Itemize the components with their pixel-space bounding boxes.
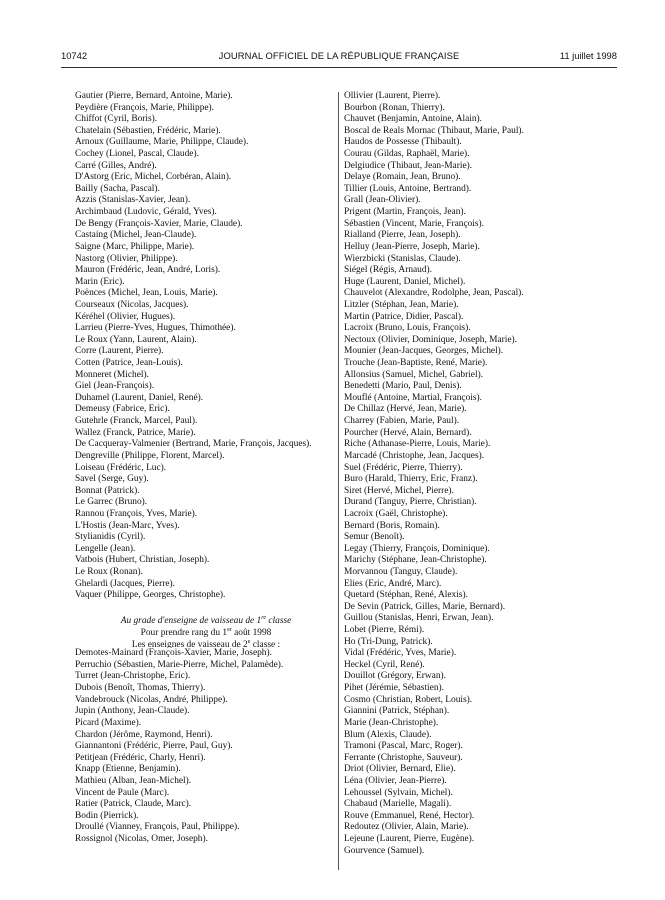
name-entry: Bailly (Sacha, Pascal). bbox=[75, 183, 160, 194]
name-entry: Larrieu (Pierre-Yves, Hugues, Thimothée). bbox=[75, 323, 236, 334]
name-entry: Duhamel (Laurent, Daniel, René). bbox=[75, 392, 204, 403]
name-entry: Allonsius (Samuel, Michel, Gabriel). bbox=[344, 369, 484, 380]
name-entry: Ho (Tri-Dung, Patrick). bbox=[344, 636, 433, 647]
name-entry: Giannini (Patrick, Stéphan). bbox=[344, 706, 450, 717]
name-entry: Marin (Eric). bbox=[75, 276, 125, 287]
name-entry: Marie (Jean-Christophe). bbox=[344, 717, 439, 728]
name-entry: Cotten (Patrice, Jean-Louis). bbox=[75, 358, 183, 369]
name-entry: Knapp (Etienne, Benjamin). bbox=[75, 764, 181, 775]
name-entry: Courseaux (Nicolas, Jacques). bbox=[75, 299, 189, 310]
name-entry: Léna (Olivier, Jean-Pierre). bbox=[344, 775, 447, 786]
left-name-list-b bbox=[75, 648, 337, 845]
name-entry: Demotes-Mainard (François-Xavier, Marie, Joseph). bbox=[75, 648, 272, 659]
name-entry: Vaquer (Philippe, Georges, Christophe). bbox=[75, 590, 226, 601]
column-separator bbox=[338, 92, 339, 870]
name-entry: Chatelain (Sébastien, Frédéric, Marie). bbox=[75, 125, 221, 136]
name-entry: Droullé (Vianney, François, Paul, Philippe). bbox=[75, 822, 240, 833]
name-entry: Tramoni (Pascal, Marc, Roger). bbox=[344, 741, 463, 752]
name-entry: Delaye (Romain, Jean, Bruno). bbox=[344, 172, 461, 183]
name-entry: Vatbois (Hubert, Christian, Joseph). bbox=[75, 555, 210, 566]
name-entry: Demeusy (Fabrice, Eric). bbox=[75, 404, 170, 415]
name-entry: Riche (Athanase-Pierre, Louis, Marie). bbox=[344, 439, 491, 450]
left-name-list-a bbox=[75, 91, 337, 602]
name-entry: Vandebrouck (Nicolas, André, Philippe). bbox=[75, 694, 228, 705]
name-entry: Boscal de Reals Mornac (Thibaut, Marie, Paul). bbox=[344, 125, 524, 136]
name-entry: Driot (Olivier, Bernard, Elie). bbox=[344, 764, 456, 775]
name-entry: Vidal (Frédéric, Yves, Marie). bbox=[344, 648, 457, 659]
name-entry: Lacroix (Bruno, Louis, François). bbox=[344, 323, 471, 334]
section-heading: Au grade d'enseigne de vaisseau de 1re classe bbox=[120, 615, 292, 626]
name-entry: Saigne (Marc, Philippe, Marie). bbox=[75, 241, 195, 252]
name-entry: De Cacqueray-Valmenier (Bertrand, Marie, François, Jacques). bbox=[75, 439, 312, 450]
name-entry: D'Astorg (Eric, Michel, Corbéran, Alain). bbox=[75, 172, 232, 183]
name-entry: Siret (Hervé, Michel, Pierre). bbox=[344, 485, 454, 496]
issue-date: 11 juillet 1998 bbox=[559, 50, 617, 61]
name-entry: Helluy (Jean-Pierre, Joseph, Marie). bbox=[344, 241, 480, 252]
name-entry: Pourcher (Hervé, Alain, Bernard). bbox=[344, 427, 472, 438]
name-entry: Poënces (Michel, Jean, Louis, Marie). bbox=[75, 288, 218, 299]
name-entry: Castaing (Michel, Jean-Claude). bbox=[75, 230, 197, 241]
name-entry: Arnoux (Guillaume, Marie, Philippe, Claude). bbox=[75, 137, 249, 148]
name-entry: Blum (Alexis, Claude). bbox=[344, 729, 432, 740]
name-entry: Le Roux (Ronan). bbox=[75, 566, 143, 577]
name-entry: Durand (Tanguy, Pierre, Christian). bbox=[344, 497, 477, 508]
name-entry: Charrey (Fabien, Marie, Paul). bbox=[344, 416, 460, 427]
name-entry: Ratier (Patrick, Claude, Marc). bbox=[75, 799, 192, 810]
name-entry: Bourbon (Ronan, Thierry). bbox=[344, 102, 445, 113]
name-entry: Ferrante (Christophe, Sauveur). bbox=[344, 752, 463, 763]
name-entry: Savel (Serge, Guy). bbox=[75, 474, 149, 485]
name-entry: De Bengy (François-Xavier, Marie, Claude). bbox=[75, 218, 243, 229]
name-entry: Sébastien (Vincent, Marie, François). bbox=[344, 218, 485, 229]
name-entry: Picard (Maxime). bbox=[75, 717, 142, 728]
name-entry: Dubois (Benoît, Thomas, Thierry). bbox=[75, 683, 206, 694]
name-entry: Giannantoni (Frédéric, Pierre, Paul, Guy). bbox=[75, 741, 233, 752]
name-entry: Azzis (Stanislas-Xavier, Jean). bbox=[75, 195, 191, 206]
name-entry: Turret (Jean-Christophe, Eric). bbox=[75, 671, 191, 682]
name-entry: Prigent (Martin, François, Jean). bbox=[344, 207, 466, 218]
name-entry: Cosmo (Christian, Robert, Louis). bbox=[344, 694, 473, 705]
left-column bbox=[75, 91, 337, 846]
name-entry: De Chillaz (Hervé, Jean, Marie). bbox=[344, 404, 467, 415]
section-spacer bbox=[75, 602, 337, 614]
name-entry: Carré (Gilles, André). bbox=[75, 160, 157, 171]
name-entry: Semur (Benoît). bbox=[344, 532, 405, 543]
name-entry: Wierzbicki (Stanislas, Claude). bbox=[344, 253, 461, 264]
name-entry: Archimbaud (Ludovic, Gérald, Yves). bbox=[75, 207, 217, 218]
name-entry: Loiseau (Frédéric, Luc). bbox=[75, 462, 167, 473]
page-number: 10742 bbox=[61, 50, 88, 61]
name-entry: Chabaud (Marielle, Magali). bbox=[344, 799, 452, 810]
name-entry: Courau (Gildas, Raphaël, Marie). bbox=[344, 149, 470, 160]
name-entry: Jupin (Anthony, Jean-Claude). bbox=[75, 706, 190, 717]
name-entry: Gourvence (Samuel). bbox=[344, 845, 425, 856]
name-entry: Rialland (Pierre, Jean, Joseph). bbox=[344, 230, 461, 241]
name-entry: Dengreville (Philippe, Florent, Marcel). bbox=[75, 450, 225, 461]
page-header bbox=[61, 50, 617, 64]
name-entry: Petitjean (Frédéric, Charly, Henri). bbox=[75, 752, 206, 763]
name-entry: Lehoussel (Sylvain, Michel). bbox=[344, 787, 453, 798]
journal-title: JOURNAL OFFICIEL DE LA RÉPUBLIQUE FRANÇAISE bbox=[218, 50, 460, 61]
name-entry: Siégel (Régis, Arnaud). bbox=[344, 265, 433, 276]
name-entry: Morvannou (Tanguy, Claude). bbox=[344, 566, 458, 577]
name-entry: Chauvet (Benjamin, Antoine, Alain). bbox=[344, 114, 482, 125]
name-entry: Chauvelot (Alexandre, Rodolphe, Jean, Pascal). bbox=[344, 288, 524, 299]
name-entry: Mathieu (Alban, Jean-Michel). bbox=[75, 775, 192, 786]
right-column bbox=[344, 91, 619, 857]
name-entry: Giel (Jean-François). bbox=[75, 381, 155, 392]
name-entry: Rouve (Emmanuel, René, Hector). bbox=[344, 810, 475, 821]
name-entry: Mauron (Frédéric, Jean, André, Loris). bbox=[75, 265, 221, 276]
name-entry: Haudos de Possesse (Thibault). bbox=[344, 137, 462, 148]
name-entry: Rannou (François, Yves, Marie). bbox=[75, 508, 198, 519]
name-entry: Stylianidis (Cyril). bbox=[75, 532, 146, 543]
name-entry: Marcadé (Christophe, Jean, Jacques). bbox=[344, 450, 485, 461]
name-entry: Huge (Laurent, Daniel, Michel). bbox=[344, 276, 466, 287]
name-entry: Marichy (Stéphane, Jean-Christophe). bbox=[344, 555, 487, 566]
name-entry: Suel (Frédéric, Pierre, Thierry). bbox=[344, 462, 463, 473]
name-entry: Gutehrle (Franck, Marcel, Paul). bbox=[75, 416, 198, 427]
name-entry: Nectoux (Olivier, Dominique, Joseph, Marie). bbox=[344, 334, 518, 345]
section-date: Pour prendre rang du 1er août 1998 bbox=[140, 627, 272, 637]
name-entry: Delgiudice (Thibaut, Jean-Marie). bbox=[344, 160, 473, 171]
name-entry: Litzler (Stéphan, Jean, Marie). bbox=[344, 299, 459, 310]
name-entry: Buro (Harald, Thierry, Eric, Franz). bbox=[344, 474, 478, 485]
name-entry: Lengelle (Jean). bbox=[75, 543, 136, 554]
right-name-list bbox=[344, 91, 619, 857]
name-entry: Elies (Eric, André, Marc). bbox=[344, 578, 442, 589]
name-entry: Grall (Jean-Olivier). bbox=[344, 195, 421, 206]
name-entry: Ghelardi (Jacques, Pierre). bbox=[75, 578, 175, 589]
section-intro: Les enseignes de vaisseau de 2e classe : bbox=[131, 638, 281, 649]
name-entry: Le Garrec (Bruno). bbox=[75, 497, 148, 508]
name-entry: L'Hostis (Jean-Marc, Yves). bbox=[75, 520, 180, 531]
name-entry: Benedetti (Mario, Paul, Denis). bbox=[344, 381, 462, 392]
name-entry: Cochey (Lionel, Pascal, Claude). bbox=[75, 149, 199, 160]
name-entry: Rossignol (Nicolas, Omer, Joseph). bbox=[75, 834, 208, 844]
name-entry: Bonnat (Patrick). bbox=[75, 485, 140, 496]
name-entry: Trouche (Jean-Baptiste, René, Marie). bbox=[344, 358, 488, 369]
name-entry: Mouflé (Antoine, Martial, François). bbox=[344, 392, 482, 403]
name-entry: Bernard (Boris, Romain). bbox=[344, 520, 440, 531]
name-entry: Quetard (Stéphan, René, Alexis). bbox=[344, 590, 468, 601]
name-entry: Monneret (Michel). bbox=[75, 369, 149, 380]
name-entry: Vincent de Paule (Marc). bbox=[75, 787, 170, 798]
name-entry: Redoutez (Olivier, Alain, Marie). bbox=[344, 822, 469, 833]
name-entry: Kéréhel (Olivier, Hugues). bbox=[75, 311, 176, 322]
name-entry: Bodin (Pierrick). bbox=[75, 810, 139, 821]
name-entry: Mounier (Jean-Jacques, Georges, Michel). bbox=[344, 346, 504, 357]
name-entry: Pihet (Jérémie, Sébastien). bbox=[344, 683, 444, 694]
name-entry: Lobet (Pierre, Rémi). bbox=[344, 625, 425, 636]
name-entry: Le Roux (Yann, Laurent, Alain). bbox=[75, 334, 197, 345]
name-entry: Chardon (Jérôme, Raymond, Henri). bbox=[75, 729, 213, 740]
name-entry: Peydière (François, Marie, Philippe). bbox=[75, 102, 215, 113]
name-entry: Gautier (Pierre, Bernard, Antoine, Marie). bbox=[75, 91, 233, 101]
header-rule bbox=[61, 67, 617, 68]
name-entry: Douillot (Grégory, Erwan). bbox=[344, 671, 446, 682]
name-entry: Corre (Laurent, Pierre). bbox=[75, 346, 164, 357]
name-entry: De Sevin (Patrick, Gilles, Marie, Bernard). bbox=[344, 601, 506, 612]
name-entry: Lacroix (Gaël, Christophe). bbox=[344, 508, 448, 519]
name-entry: Ollivier (Laurent, Pierre). bbox=[344, 91, 441, 101]
name-entry: Nastorg (Olivier, Philippe). bbox=[75, 253, 178, 264]
name-entry: Wallez (Franck, Patrice, Marie). bbox=[75, 427, 196, 438]
name-entry: Heckel (Cyril, René). bbox=[344, 659, 425, 670]
name-entry: Guillou (Stanislas, Henri, Erwan, Jean). bbox=[344, 613, 494, 624]
name-entry: Legay (Thierry, François, Dominique). bbox=[344, 543, 490, 554]
name-entry: Martin (Patrice, Didier, Pascal). bbox=[344, 311, 464, 322]
name-entry: Perruchio (Sébastien, Marie-Pierre, Michel, Palamède). bbox=[75, 659, 284, 670]
name-entry: Tillier (Louis, Antoine, Bertrand). bbox=[344, 183, 472, 194]
name-entry: Lejeune (Laurent, Pierre, Eugène). bbox=[344, 834, 475, 844]
name-entry: Chiffot (Cyril, Boris). bbox=[75, 114, 158, 125]
